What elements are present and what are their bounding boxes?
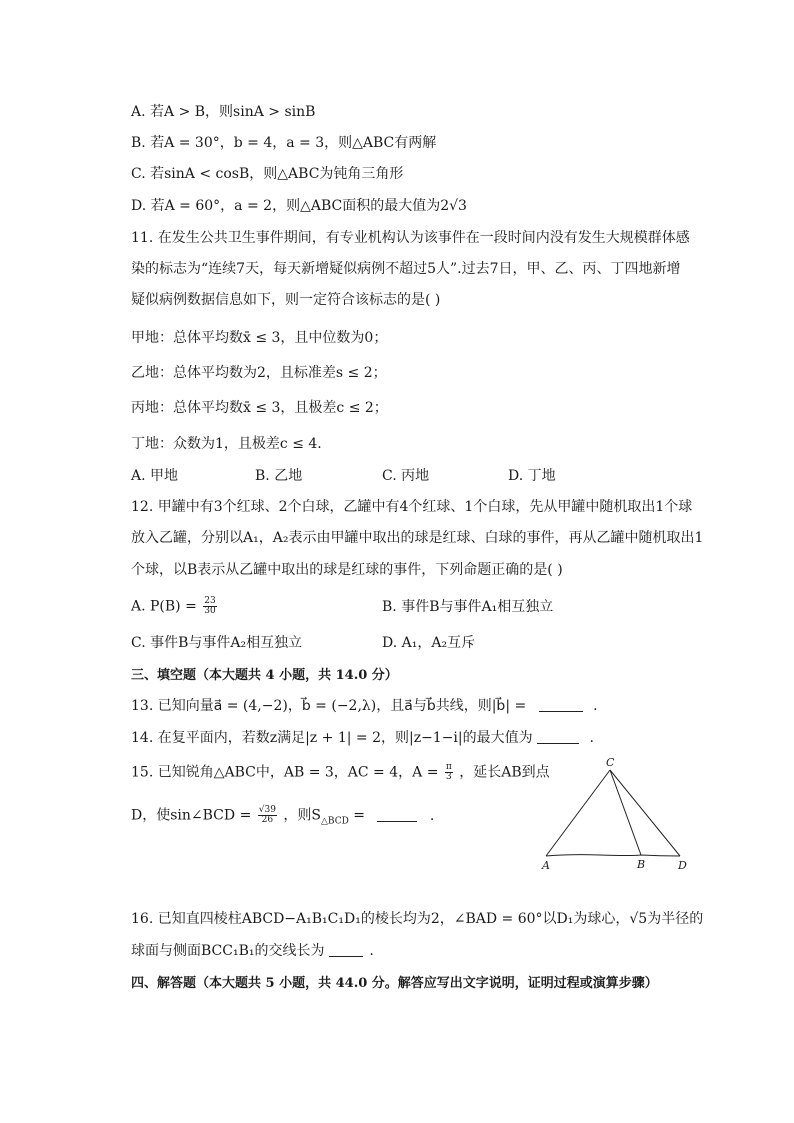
q15-line2-text: D，使sin∠BCD = [131,807,252,824]
q15-line1-tail: ，延长AB到点 [459,764,550,781]
q12-option-d: D. A₁，A₂互斥 [382,635,476,651]
q11-jia: 甲地：总体平均数x̄ ≤ 3，且中位数为0； [131,330,388,346]
q11-ding: 丁地：众数为1，且极差c ≤ 4. [131,436,322,452]
q12-option-b: B. 事件B与事件A₁相互独立 [382,599,554,615]
q16-line1: 16. 已知直四棱柱ABCD−A₁B₁C₁D₁的棱长均为2，∠BAD = 60°以D₁为球心，√5为半径的 [131,911,704,927]
vertex-label-b: B [637,858,646,871]
q12-line1: 12. 甲罐中有3个红球、2个白球，乙罐中有4个红球、1个白球，先从甲罐中随机取出1个球 [131,499,693,515]
fraction-denominator: 3 [446,772,452,782]
q15-sine-fraction [258,806,277,825]
q16-line2-text: 球面与侧面BCC₁B₁的交线长为 [131,943,325,959]
q15-line1-text: 15. 已知锐角△ABC中，AB = 3，AC = 4，A = [131,764,439,781]
q15-line2-eq: = [348,807,365,824]
fraction-numerator: √39 [258,805,276,815]
q14-text: 14. 在复平面内，若数z满足|z + 1| = 2，则|z−1−i|的最大值为 [131,730,533,746]
q12-line2: 放入乙罐，分别以A₁，A₂表示由甲罐中取出的球是红球、白球的事件，再从乙罐中随机取出1 [131,530,704,546]
q12-option-a-prefix: A. P(B) = [131,598,197,615]
q14 [131,729,594,747]
q15-line2 [131,806,434,830]
q12-option-a [131,597,219,616]
q11-line2: 染的标志为“连续7天，每天新增疑似病例不超过5人”.过去7日，甲、乙、丙、丁四地新增 [131,261,681,277]
q13 [131,697,598,715]
q15-line2-s: ，则S [283,807,321,824]
q15-line1 [131,763,550,782]
q12-option-c: C. 事件B与事件A₂相互独立 [131,635,303,651]
q11-yi: 乙地：总体平均数为2，且标准差s ≤ 2； [131,365,387,381]
q11-option-d: D. 丁地 [508,468,556,484]
q12-line3: 个球，以B表示从乙罐中取出的球是红球的事件，下列命题正确的是( ) [131,562,563,578]
q10-option-d: D. 若A = 60°，a = 2，则△ABC面积的最大值为2√3 [131,198,467,214]
section-solution-title: 四、解答题（本大题共 5 小题，共 44.0 分。解答应写出文字说明，证明过程或演算步骤） [131,976,658,991]
q16-line2 [131,942,374,960]
q13-period: . [593,698,598,714]
q11-bing: 丙地：总体平均数x̄ ≤ 3，且极差c ≤ 2； [131,400,388,416]
q15-angle-fraction [445,763,453,782]
q11-option-a: A. 甲地 [131,468,179,484]
fraction-numerator: 23 [204,596,216,606]
fraction-numerator: π [445,762,452,772]
q10-option-a: A. 若A > B，则sinA > sinB [131,104,316,120]
q16-period: . [369,943,374,959]
q15-answer-blank [377,821,417,822]
q15-period: . [429,807,435,824]
vertex-label-d: D [678,859,687,872]
q15-area-subscript: △BCD [321,816,349,827]
q11-option-b: B. 乙地 [255,468,303,484]
vertex-label-a: A [542,859,550,872]
q13-answer-blank [539,711,583,712]
triangle-figure [530,752,700,876]
q12-option-a-fraction [203,597,216,616]
section-fill-in-title: 三、填空题（本大题共 4 小题，共 14.0 分） [131,668,398,683]
q11-line1: 11. 在发生公共卫生事件期间，有专业机构认为该事件在一段时间内没有发生大规模群体感 [131,230,690,246]
q16-answer-blank [329,956,363,957]
q13-text: 13. 已知向量a⃗ = (4,−2)，b⃗ = (−2,λ)，且a⃗与b⃗共线，则|b⃗| = [131,698,527,714]
fraction-denominator: 30 [204,606,216,616]
q10-option-c: C. 若sinA < cosB，则△ABC为钝角三角形 [131,166,404,182]
q14-period: . [589,730,594,746]
q11-option-c: C. 丙地 [382,468,430,484]
q10-option-b: B. 若A = 30°，b = 4，a = 3，则△ABC有两解 [131,135,437,151]
q11-line3: 疑似病例数据信息如下，则一定符合该标志的是( ) [131,292,441,308]
q14-answer-blank [537,743,579,744]
vertex-label-c: C [606,756,615,769]
fraction-denominator: 26 [261,815,274,825]
